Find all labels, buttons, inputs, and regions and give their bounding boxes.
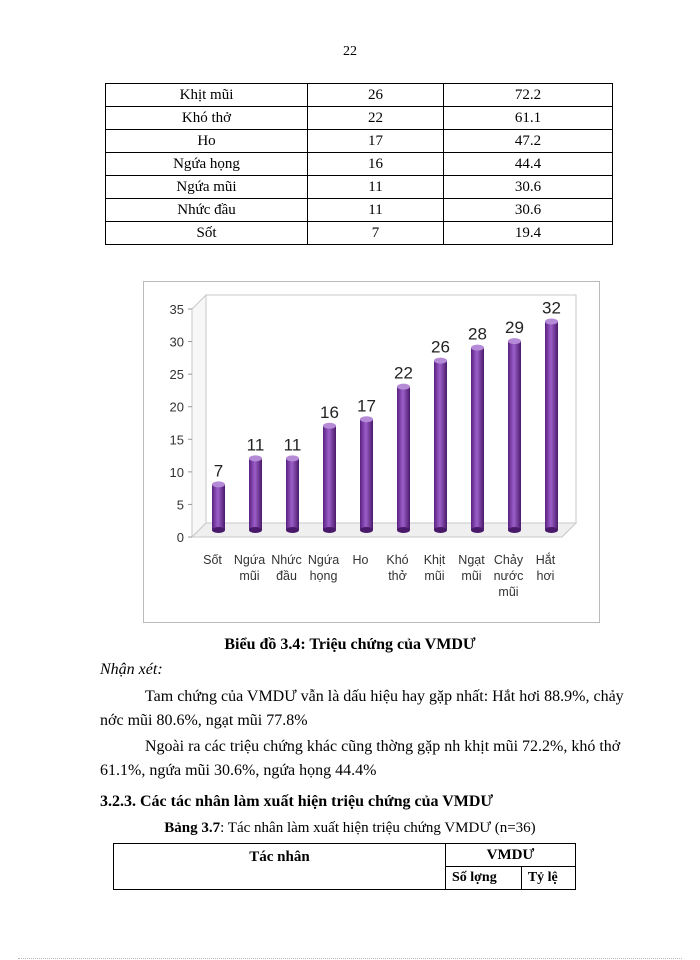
table-row [106,222,613,245]
symptom-count-cell: 11 [308,176,444,199]
symptom-chart [143,281,600,623]
table-row [106,199,613,222]
symptom-name-cell: Nhức đầu [106,199,308,222]
category-label: mũi [498,585,519,599]
symptom-percent-cell: 72.2 [444,84,613,107]
chart-caption: Biểu đồ 3.4: Triệu chứng của VMDƯ [224,636,476,653]
symptom-count-cell: 17 [308,130,444,153]
bar-top [360,416,373,422]
category-label: Khịt [423,553,446,567]
data-label: 11 [283,435,302,455]
page-bottom-rule [18,958,682,959]
bar-base [471,527,484,533]
data-label: 11 [246,435,265,455]
remark-paragraph-1 [100,685,655,733]
symptom-name-cell: Ngứa họng [106,153,308,176]
data-label: 7 [213,461,224,481]
bar-base [508,527,521,533]
bar-top [471,345,484,351]
data-label: 16 [320,402,339,422]
y-tick-label: 15 [169,432,184,448]
bar-base [545,527,558,533]
remark-p2-line2: 61.1%, ngứa mũi 30.6%, ngứa họng 44.4% [100,762,377,779]
y-tick-label: 10 [169,464,184,480]
bar-base [434,527,447,533]
bar-top [545,319,558,325]
y-tick-label: 5 [176,497,184,513]
bar-top [434,358,447,364]
y-tick-label: 35 [169,302,184,317]
bar-base [397,527,410,533]
section-heading: 3.2.3. Các tác nhân làm xuất hiện triệu chứng của VMDƯ [100,793,494,810]
category-label: hơi [536,569,555,583]
bar-base [212,527,225,533]
bar [212,484,225,530]
category-label: Chảy [493,553,524,567]
category-label: mũi [239,569,260,583]
remark-p1-line2: nớc mũi 80.6%, ngạt mũi 77.8% [100,712,308,729]
category-label: thở [388,569,407,583]
category-label: Ngứa [233,553,266,567]
data-label: 28 [468,324,487,344]
category-label: Hắt [535,553,556,567]
category-label: Ngạt [458,553,485,567]
table-row [106,84,613,107]
table-row [106,153,613,176]
symptom-percent-cell: 30.6 [444,176,613,199]
bar [323,426,336,530]
bar-top [508,338,521,344]
remark-p1-line1: Tam chứng của VMDƯ vẫn là dấu hiệu hay gặp nhất: Hắt hơi 88.9%, chảy [145,688,624,705]
table-row [106,176,613,199]
symptom-count-cell: 7 [308,222,444,245]
category-label: Ngứa [307,553,340,567]
category-label: Sốt [203,553,222,567]
bar [545,322,558,530]
data-label: 29 [505,318,524,338]
table-row [106,107,613,130]
count-column-header: Số lợng [446,867,522,890]
bar-base [286,527,299,533]
y-tick-label: 20 [169,399,184,415]
symptom-percent-cell: 44.4 [444,153,613,176]
vmdu-column-header: VMDƯ [446,844,576,867]
category-label: họng [309,569,338,583]
bar-top [397,384,410,390]
data-label: 17 [357,396,376,416]
symptom-count-cell: 26 [308,84,444,107]
symptom-count-cell: 16 [308,153,444,176]
category-label: Nhức [271,553,302,567]
y-tick-label: 0 [176,530,184,545]
data-label: 26 [431,337,450,357]
symptom-name-cell: Sốt [106,222,308,245]
chart-side-wall [192,295,206,537]
table-row [106,130,613,153]
bar-top [249,455,262,461]
bar [249,458,262,530]
data-label: 32 [542,298,561,318]
bar-top [323,423,336,429]
y-tick-label: 25 [169,367,184,383]
percent-column-header: Tỷ lệ [521,867,575,890]
agent-table [113,843,576,890]
table-caption [0,820,700,837]
bar [508,341,521,530]
agent-column-header: Tác nhân [114,844,446,890]
page-number: 22 [343,44,357,59]
symptom-table [105,83,613,245]
symptom-name-cell: Khó thở [106,107,308,130]
remark-title: Nhận xét: [100,661,163,678]
remark-p2-line1: Ngoài ra các triệu chứng khác cũng thờng gặp nh khịt mũi 72.2%, khó thở [145,738,621,755]
symptom-percent-cell: 30.6 [444,199,613,222]
category-label: mũi [461,569,482,583]
category-label: mũi [424,569,445,583]
symptom-name-cell: Ho [106,130,308,153]
bar-chart-svg [144,282,599,622]
bar [434,361,447,530]
symptom-percent-cell: 47.2 [444,130,613,153]
bar [286,458,299,530]
bar-top [212,481,225,487]
category-label: nước [493,569,524,583]
symptom-count-cell: 11 [308,199,444,222]
symptom-name-cell: Ngứa mũi [106,176,308,199]
category-label: đầu [276,569,297,583]
bar [471,348,484,530]
bar-top [286,455,299,461]
table-caption-text: : Tác nhân làm xuất hiện triệu chứng VMDƯ (n=36) [220,820,536,836]
symptom-percent-cell: 61.1 [444,107,613,130]
symptom-name-cell: Khịt mũi [106,84,308,107]
bar-base [323,527,336,533]
data-label: 22 [394,363,413,383]
table-caption-label: Bảng 3.7 [164,820,221,836]
symptom-percent-cell: 19.4 [444,222,613,245]
bar [360,419,373,530]
bar [397,387,410,530]
bar-base [360,527,373,533]
bar-base [249,527,262,533]
symptom-count-cell: 22 [308,107,444,130]
remark-paragraph-2 [100,735,655,783]
category-label: Ho [352,553,369,567]
y-tick-label: 30 [169,334,184,350]
category-label: Khó [386,553,409,567]
